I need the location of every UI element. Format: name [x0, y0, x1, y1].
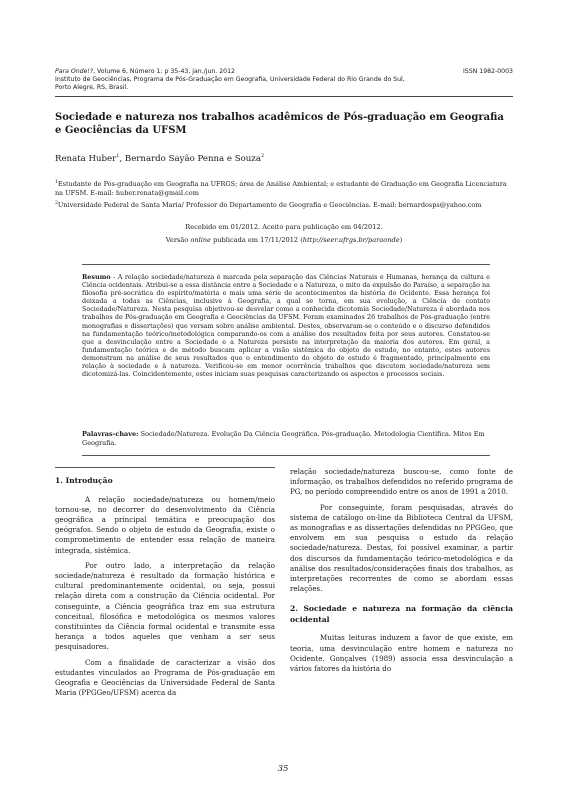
affiliation	[55, 199, 513, 210]
paragraph: Por outro lado, a interpretação da relação sociedade/natureza é resultado da formação histórica e cultural predominantemente ocidental, ou seja, possui relação direta com a construção da Ciência ocidental. Por conseguinte, a Ciência geográfica traz em sua estrutura conceitual, filosófica e metodológica os mesmos valores constituintes da Ciência formal ocidental e transmite essa herança a todos aqueles que venham a ser seus pesquisadores.	[55, 560, 275, 652]
affiliation-text: Estudante de Pós-graduação em Geografia na UFRGS; área de Análise Ambiental; e estudante de Graduação em Geografia Licenciatura na UFSM. E-mail: huber.renata@gmail.com	[55, 180, 507, 198]
journal-url-link[interactable]: http://seer.ufrgs.br/paraonde	[302, 236, 400, 244]
section-heading: 1. Introdução	[55, 476, 113, 485]
author-footnote-marker: 1	[116, 153, 120, 159]
affiliation-text: Universidade Federal de Santa Maria/ Professor do Departamento de Geografia e Geociências. E-mail: bernardosps@yahoo.com	[57, 201, 482, 210]
author-footnote-marker: 2	[260, 153, 265, 159]
paragraph: Por conseguinte, foram pesquisadas, através do sistema de catálogo on-line da Biblioteca Central da UFSM, as monografias e as dissertações defendidas no PPGGeo, que envolvem em sua pesquisa o estudo da relação sociedade/natureza. Destas, foi possível examinar, a partir dos discursos da fundamentação teórico-metodológica e da análise dos resultados/considerações finais dos trabalhos, as interpretações recorrentes de como se abordam essas relações.	[290, 502, 513, 594]
journal-name: Para Onde!?	[55, 68, 94, 75]
paragraph: relação sociedade/natureza buscou-se, como fonte de informação, os trabalhos defendidos no referido programa de PG, no período compreendido entre os anos de 1991 a 2010.	[290, 467, 513, 497]
abstract-top-divider	[82, 264, 490, 265]
keywords-label: Palavras-chave:	[82, 430, 139, 438]
journal-city: Porto Alegre, RS, Brasil.	[55, 84, 129, 91]
keywords-text: Sociedade/Natureza. Evolução Da Ciência Geográfica. Pós-graduação. Metodologia Científica. Mitos Em Geografia.	[82, 430, 485, 447]
affiliation	[55, 178, 513, 198]
online-version	[55, 234, 513, 247]
affiliation-marker: 1	[55, 180, 58, 185]
journal-issn: ISSN 1982-0003	[462, 68, 513, 75]
paragraph: A relação sociedade/natureza ou homem/meio tornou-se, no decorrer do desenvolvimento da Ciência geográfica a principal temática e preocupação dos geógrafos. Sendo o objeto de estudo da Geografia, existe o comprometimento de entender essa relação de maneira integrada, sistêmica.	[55, 494, 275, 555]
author-name: Renata Huber	[55, 153, 117, 164]
page-number: 35	[277, 764, 289, 774]
author-name: Bernardo Sayão Penna e Souza	[124, 153, 261, 164]
paragraph: Com a finalidade de caracterizar a visão dos estudantes vinculados ao Programa de Pós-graduação em Geografia e Geociências da Universidade Federal de Santa Maria (PPGGeo/UFSM) acerca da	[55, 657, 275, 698]
paragraph: Muitas leituras induzem a favor de que existe, em teoria, uma desvinculação entre homem e natureza no Ocidente. Gonçalves (1989) associa essa desvinculação a vários fatores da história do	[290, 633, 513, 674]
paper-title: Sociedade e natureza nos trabalhos acadêmicos de Pós-graduação em Geografia e Geociências da UFSM	[55, 112, 504, 136]
journal-institution: Instituto de Geociências, Programa de Pós-Graduação em Geografia, Universidade Federal do Rio Grande do Sul,	[55, 76, 405, 83]
right-column	[290, 467, 513, 679]
journal-header	[55, 68, 513, 92]
journal-citation: , Volume 6, Número 1: p 35-43, jan./jun. 2012	[93, 68, 235, 75]
affiliation-marker: 2	[55, 201, 58, 206]
received-dates: Recebido em 01/2012. Aceito para publicação em 04/2012.	[185, 223, 383, 231]
version-text: )	[399, 236, 403, 244]
section-heading: 2. Sociedade e natureza na formação da ciência ocidental	[290, 604, 513, 624]
column-divider	[55, 467, 275, 468]
journal-citation-line	[55, 68, 513, 76]
author-separator: ,	[119, 153, 125, 164]
keywords	[82, 430, 490, 447]
abstract-text: - A relação sociedade/natureza é marcada pela separação das Ciências Naturais e Humanas, herança da cultura e Ciência ocidentais. Atribui-se a essa distância entre a Sociedade e a Natureza, o mito da expulsão do Paraíso, a separação na filosofia pré-socrática do espírito/matéria e mais uma série de acontecimentos da história do Ocidente. Essa herança foi deixada a todas as Ciências, inclusive à Geografia, a qual se torna, em sua evolução, a Ciência de contato Sociedade/Natureza. Nesta pesquisa objetivou-se desvelar como a conhecida dicotomia Sociedade/Natureza é abordada nos trabalhos de Pós-graduação em Geografia e Geociências da UFSM. Foram examinados 26 trabalhos de Pós-graduação (entre monografias e dissertações) que versam sobre análise ambiental. Destes, observaram-se o conteúdo e o discurso defendidos na fundamentação teórico/metodológica comparando-os com a análise dos resultados feita por seus autores. Constatou-se que a desvinculação entre a Sociedade e a Natureza persiste na interpretação da maioria dos autores. Em geral, a fundamentação teórica e de método buscam aplicar a visão sistêmica do objeto de estudo, no entanto, estes autores demonstram na análise de seus resultados que o entendimento do objeto de estudo é fragmentado, principalmente em relação à sociedade e à natureza. Verificou-se em menor ocorrência trabalhos que discutem sociedade/natureza sem dicotomizá-las. Coincidentemente, estes iniciam suas pesquisas caracterizando os aspectos e processos sociais.	[82, 273, 490, 379]
version-text: publicada em 17/11/2012 (	[210, 236, 303, 244]
author-line	[55, 153, 264, 164]
left-column	[55, 467, 275, 703]
abstract-bottom-divider	[82, 455, 490, 456]
version-online: online	[190, 236, 211, 244]
header-divider	[55, 96, 513, 97]
version-text: Versão	[165, 236, 191, 244]
abstract-label: Resumo	[82, 273, 111, 281]
abstract	[82, 273, 490, 378]
